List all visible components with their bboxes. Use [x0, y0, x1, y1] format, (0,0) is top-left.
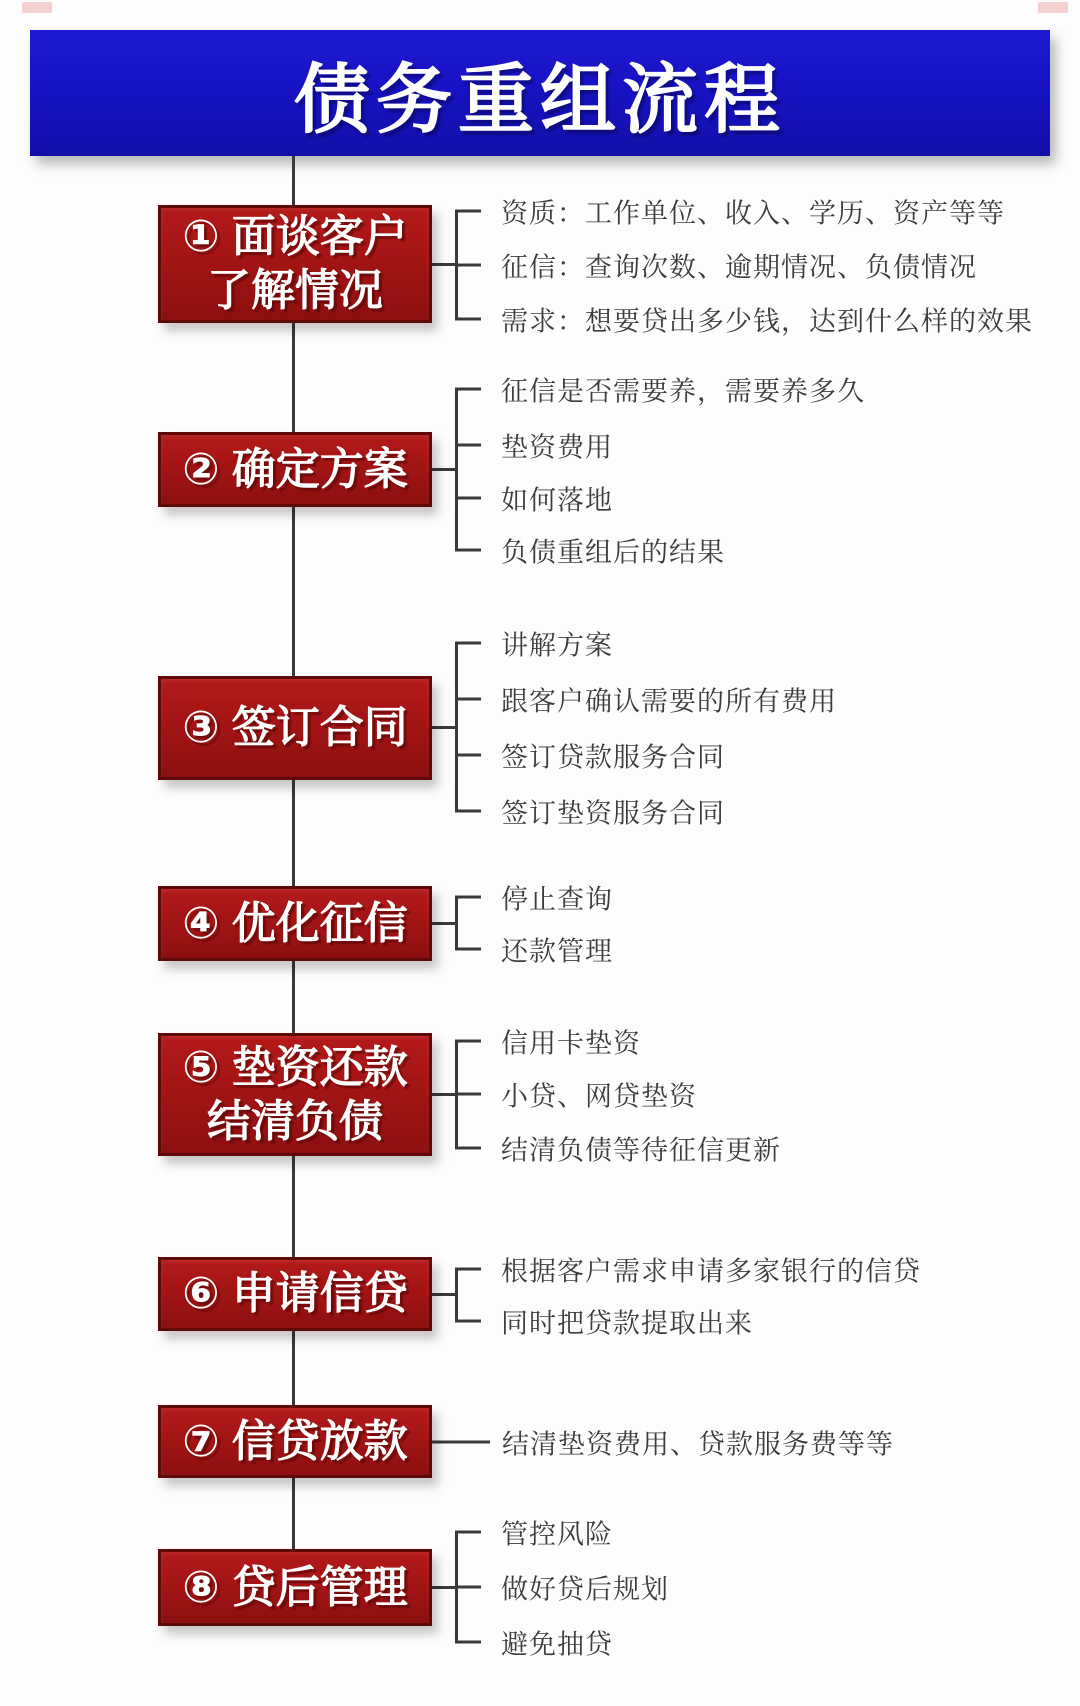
step-box-label: ⑥ 申请信贷	[182, 1269, 408, 1318]
step-box-8	[158, 1549, 432, 1626]
branch-item: 讲解方案	[455, 624, 613, 663]
flow-trunk-line	[292, 156, 295, 1552]
branch-item: 做好贷后规划	[455, 1568, 669, 1607]
branch-item: 需求：想要贷出多少钱，达到什么样的效果	[455, 300, 1033, 339]
branch-item: 如何落地	[455, 479, 613, 518]
step-box-6	[158, 1257, 432, 1331]
step-box-2	[158, 432, 432, 507]
branch-item: 征信是否需要养，需要养多久	[455, 370, 865, 409]
step-box-4	[158, 886, 432, 961]
branch-item: 同时把贷款提取出来	[455, 1302, 753, 1341]
branch-item: 负债重组后的结果	[455, 531, 725, 570]
branch-item: 结清垫资费用、贷款服务费等等	[432, 1423, 894, 1462]
branch-item: 垫资费用	[455, 426, 613, 465]
step-box-1	[158, 205, 432, 323]
step-box-label: ④ 优化征信	[182, 898, 408, 948]
corner-artifact-left	[22, 2, 52, 13]
connector-bracket	[455, 388, 458, 551]
step-box-label: ① 面谈客户	[182, 212, 408, 261]
step-box-label: ② 确定方案	[182, 444, 408, 494]
branch-item: 根据客户需求申请多家银行的信贷	[455, 1250, 921, 1289]
connector-stub	[432, 263, 457, 266]
connector-stub	[432, 922, 457, 925]
branch-item: 停止查询	[455, 878, 613, 917]
step-box-3	[158, 676, 432, 780]
connector-stub	[432, 1093, 457, 1096]
corner-artifact-right	[1038, 2, 1068, 13]
connector-stub	[432, 1293, 457, 1296]
step-box-7	[158, 1405, 432, 1478]
step-box-label: ⑧ 贷后管理	[182, 1562, 408, 1612]
connector-bracket	[455, 1531, 458, 1643]
step-box-label: ③ 签订合同	[182, 703, 408, 752]
step-box-label: ⑦ 信贷放款	[182, 1416, 408, 1466]
branch-item: 还款管理	[455, 930, 613, 969]
connector-bracket	[455, 1040, 458, 1149]
branch-item: 资质：工作单位、收入、学历、资产等等	[455, 192, 1005, 231]
step-box-label: ⑤ 垫资还款	[182, 1042, 408, 1092]
page-title: 债务重组流程	[294, 57, 786, 143]
branch-item: 签订垫资服务合同	[455, 792, 725, 831]
connector-stub	[432, 468, 457, 471]
branch-item: 签订贷款服务合同	[455, 736, 725, 775]
branch-item: 小贷、网贷垫资	[455, 1075, 697, 1114]
branch-item: 结清负债等待征信更新	[455, 1129, 781, 1168]
connector-bracket	[455, 210, 458, 320]
connector-stub	[432, 1586, 457, 1589]
step-box-label: 了解情况	[207, 266, 383, 315]
branch-item: 避免抽贷	[455, 1623, 613, 1662]
connector-bracket	[455, 1268, 458, 1322]
page-title-banner	[30, 30, 1050, 156]
step-box-label: 结清负债	[207, 1096, 383, 1146]
step-box-5	[158, 1033, 432, 1156]
connector-bracket	[455, 642, 458, 812]
connector-bracket	[455, 896, 458, 950]
branch-item: 信用卡垫资	[455, 1022, 641, 1061]
connector-stub	[432, 726, 457, 729]
branch-item: 管控风险	[455, 1513, 613, 1552]
branch-item: 征信：查询次数、逾期情况、负债情况	[455, 246, 977, 285]
branch-item: 跟客户确认需要的所有费用	[455, 680, 837, 719]
